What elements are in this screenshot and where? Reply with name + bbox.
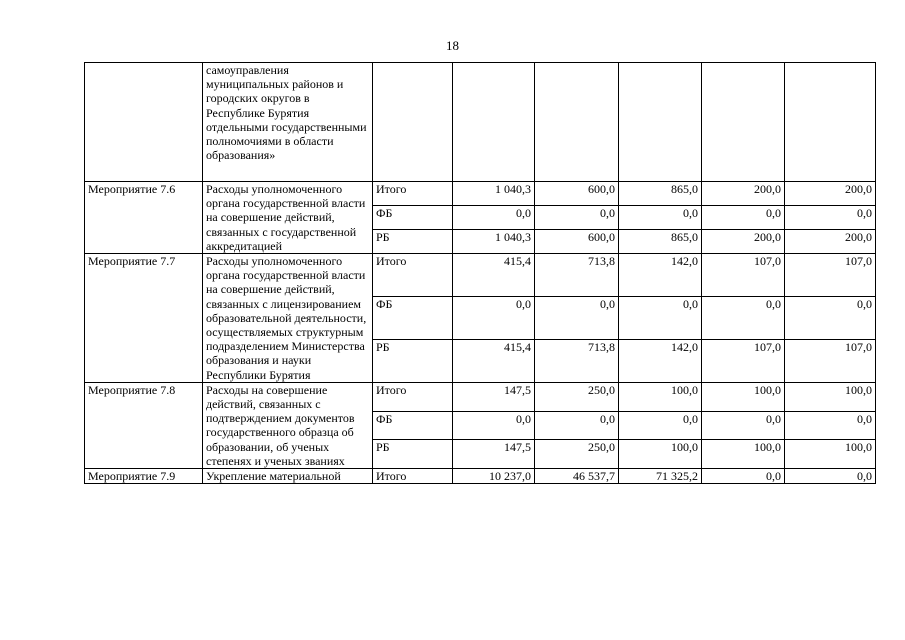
- value-cell: 107,0: [702, 254, 785, 297]
- source-cell: Итого: [373, 382, 453, 411]
- description-cell: самоуправления муниципальных районов и городских округов в Республике Бурятия отдельными государственными полномочиями в области образования»: [203, 63, 373, 182]
- value-cell: [619, 63, 702, 182]
- budget-table: [84, 62, 876, 484]
- value-cell: [702, 63, 785, 182]
- value-cell: 147,5: [453, 440, 535, 469]
- source-cell: РБ: [373, 339, 453, 382]
- page-number: 18: [446, 38, 459, 53]
- value-cell: 0,0: [702, 411, 785, 440]
- value-cell: 0,0: [619, 206, 702, 230]
- description-cell: Расходы на совершение действий, связанных с подтверждением документов государственного образца об образовании, об ученых степенях и ученых званиях: [203, 382, 373, 468]
- value-cell: 0,0: [535, 411, 619, 440]
- event-cell: Мероприятие 7.7: [85, 254, 203, 383]
- value-cell: 0,0: [785, 411, 876, 440]
- value-cell: 0,0: [785, 469, 876, 484]
- value-cell: 200,0: [785, 182, 876, 206]
- value-cell: 107,0: [785, 254, 876, 297]
- value-cell: 107,0: [702, 339, 785, 382]
- value-cell: 713,8: [535, 254, 619, 297]
- source-cell: ФБ: [373, 296, 453, 339]
- table-body: [85, 63, 876, 484]
- value-cell: 0,0: [702, 296, 785, 339]
- value-cell: 1 040,3: [453, 230, 535, 254]
- description-cell: Расходы уполномоченного органа государственной власти на совершение действий, связанных с государственной аккредитацией: [203, 182, 373, 254]
- value-cell: 0,0: [453, 411, 535, 440]
- source-cell: [373, 63, 453, 182]
- source-cell: Итого: [373, 469, 453, 484]
- value-cell: 142,0: [619, 254, 702, 297]
- value-cell: 107,0: [785, 339, 876, 382]
- value-cell: 865,0: [619, 182, 702, 206]
- value-cell: 415,4: [453, 339, 535, 382]
- value-cell: 10 237,0: [453, 469, 535, 484]
- value-cell: 713,8: [535, 339, 619, 382]
- source-cell: Итого: [373, 182, 453, 206]
- value-cell: 100,0: [619, 440, 702, 469]
- value-cell: 0,0: [619, 296, 702, 339]
- table-row: [85, 382, 876, 411]
- value-cell: 100,0: [702, 440, 785, 469]
- event-cell: [85, 63, 203, 182]
- value-cell: 71 325,2: [619, 469, 702, 484]
- event-cell: Мероприятие 7.8: [85, 382, 203, 468]
- value-cell: 46 537,7: [535, 469, 619, 484]
- value-cell: 200,0: [785, 230, 876, 254]
- value-cell: 100,0: [785, 382, 876, 411]
- value-cell: 0,0: [785, 206, 876, 230]
- description-cell: Укрепление материальной: [203, 469, 373, 484]
- value-cell: [453, 63, 535, 182]
- value-cell: 0,0: [702, 469, 785, 484]
- value-cell: 0,0: [535, 206, 619, 230]
- value-cell: [785, 63, 876, 182]
- value-cell: 200,0: [702, 230, 785, 254]
- source-cell: ФБ: [373, 206, 453, 230]
- value-cell: 100,0: [702, 382, 785, 411]
- value-cell: 0,0: [535, 296, 619, 339]
- value-cell: 415,4: [453, 254, 535, 297]
- value-cell: 250,0: [535, 440, 619, 469]
- value-cell: 100,0: [785, 440, 876, 469]
- value-cell: 0,0: [702, 206, 785, 230]
- table-row: [85, 469, 876, 484]
- value-cell: 600,0: [535, 182, 619, 206]
- table-row: [85, 182, 876, 206]
- description-cell: Расходы уполномоченного органа государственной власти на совершение действий, связанных с лицензированием образовательной деятельности, осуществляемых структурным подразделением Министерства образования и науки Республики Бурятия: [203, 254, 373, 383]
- table-row: [85, 254, 876, 297]
- value-cell: 147,5: [453, 382, 535, 411]
- source-cell: РБ: [373, 230, 453, 254]
- value-cell: 0,0: [619, 411, 702, 440]
- value-cell: 0,0: [453, 296, 535, 339]
- value-cell: 142,0: [619, 339, 702, 382]
- value-cell: [535, 63, 619, 182]
- value-cell: 1 040,3: [453, 182, 535, 206]
- value-cell: 100,0: [619, 382, 702, 411]
- source-cell: Итого: [373, 254, 453, 297]
- continuation-row: [85, 63, 876, 182]
- event-cell: Мероприятие 7.6: [85, 182, 203, 254]
- value-cell: 600,0: [535, 230, 619, 254]
- event-cell: Мероприятие 7.9: [85, 469, 203, 484]
- source-cell: ФБ: [373, 411, 453, 440]
- value-cell: 250,0: [535, 382, 619, 411]
- source-cell: РБ: [373, 440, 453, 469]
- value-cell: 865,0: [619, 230, 702, 254]
- value-cell: 200,0: [702, 182, 785, 206]
- value-cell: 0,0: [453, 206, 535, 230]
- value-cell: 0,0: [785, 296, 876, 339]
